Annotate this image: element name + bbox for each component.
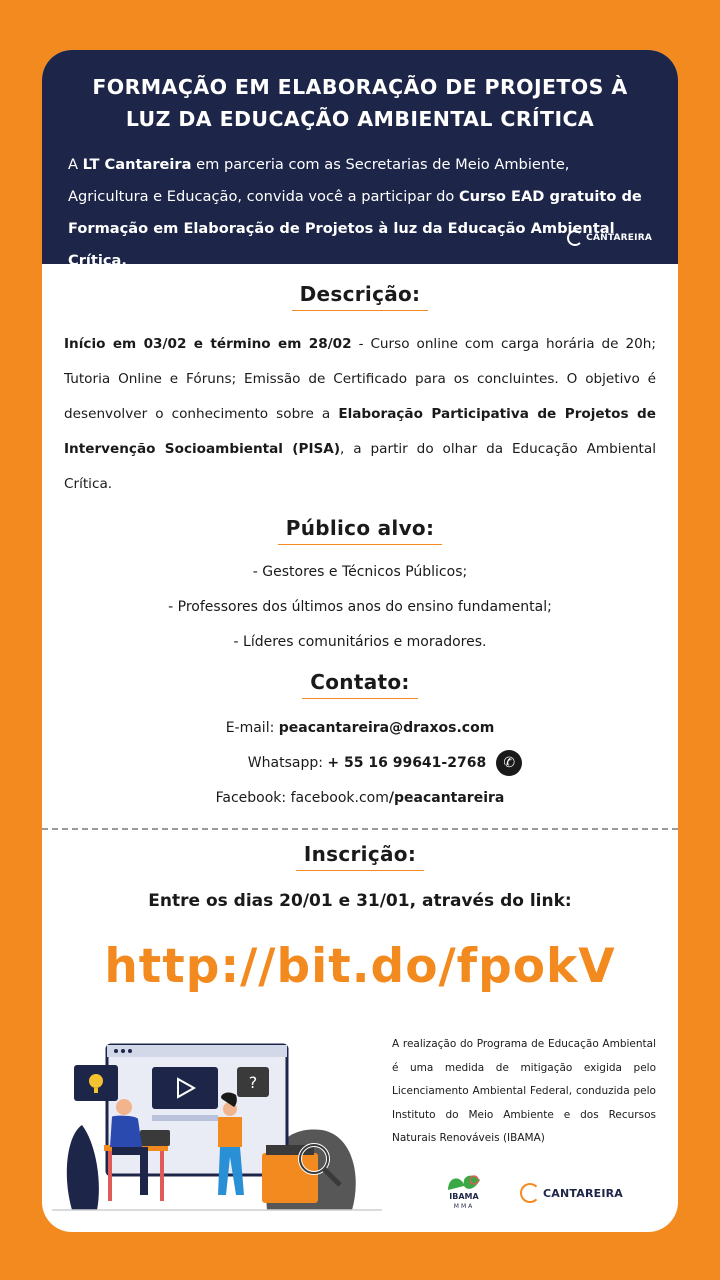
- facebook-line: Facebook: facebook.com/peacantareira: [215, 790, 505, 806]
- cantareira-logo-icon: [520, 1183, 540, 1203]
- audience-list: [42, 555, 678, 660]
- list-item: - Professores dos últimos anos do ensino fundamental;: [168, 599, 552, 615]
- list-item: - Gestores e Técnicos Públicos;: [252, 564, 468, 580]
- online-learning-illustration: [52, 1035, 382, 1215]
- description-text: Início em 03/02 e término em 28/02 - Curso online com carga horária de 20h; Tutoria Online e Fóruns; Emissão de Certificado para os concluintes. O objetivo é desenvolver o conhecimento sobre a Elaboração Participativa de Projetos de Intervenção Socioambiental (PISA), a partir do olhar da Educação Ambiental Crítica.: [64, 336, 656, 492]
- registration-link[interactable]: http://bit.do/fpokV: [104, 939, 616, 994]
- header-banner: [42, 50, 678, 269]
- whatsapp-number[interactable]: + 55 16 99641-2768: [327, 755, 487, 771]
- divider: [42, 828, 678, 830]
- intro-text: A LT Cantareira em parceria com as Secretarias de Meio Ambiente, Agricultura e Educação, convida você a participar do Curso EAD gratuito de Formação em Elaboração de Projetos à luz da Educação Ambiental Crítica.: [68, 156, 642, 269]
- whatsapp-line: Whatsapp: + 55 16 99641-2768 ✆: [42, 746, 678, 781]
- flyer-card: [42, 50, 678, 1232]
- email-link[interactable]: peacantareira@draxos.com: [278, 720, 495, 736]
- svg-text:?: ?: [248, 1073, 258, 1092]
- audience-heading: Público alvo:: [42, 516, 678, 545]
- ibama-leaf-icon: [442, 1170, 486, 1194]
- list-item: - Líderes comunitários e moradores.: [233, 634, 487, 650]
- footer-note: A realização do Programa de Educação Ambiental é uma medida de mitigação exigida pelo Licenciamento Ambiental Federal, conduzida pelo Instituto do Meio Ambiente e dos Recursos Naturais Renováveis (IBAMA): [392, 1038, 656, 1144]
- footer: [42, 1025, 678, 1225]
- registration-subtitle: Entre os dias 20/01 e 31/01, através do link:: [148, 891, 572, 911]
- page-title: FORMAÇÃO EM ELABORAÇÃO DE PROJETOS À LUZ DA EDUCAÇÃO AMBIENTAL CRÍTICA: [92, 75, 628, 131]
- cantareira-logo-icon: [567, 230, 583, 246]
- whatsapp-icon: ✆: [496, 750, 522, 776]
- ibama-logo: IBAMA MMA: [442, 1170, 486, 1212]
- cantareira-footer-logo: CANTAREIRA: [520, 1183, 623, 1203]
- cantareira-logo: CANTAREIRA: [567, 230, 652, 246]
- facebook-link[interactable]: /peacantareira: [388, 790, 505, 806]
- contact-heading: Contato:: [42, 670, 678, 699]
- description-heading: Descrição:: [42, 282, 678, 311]
- registration-heading: Inscrição:: [42, 842, 678, 871]
- contact-list: [42, 711, 678, 816]
- email-line: E-mail: peacantareira@draxos.com: [225, 720, 495, 736]
